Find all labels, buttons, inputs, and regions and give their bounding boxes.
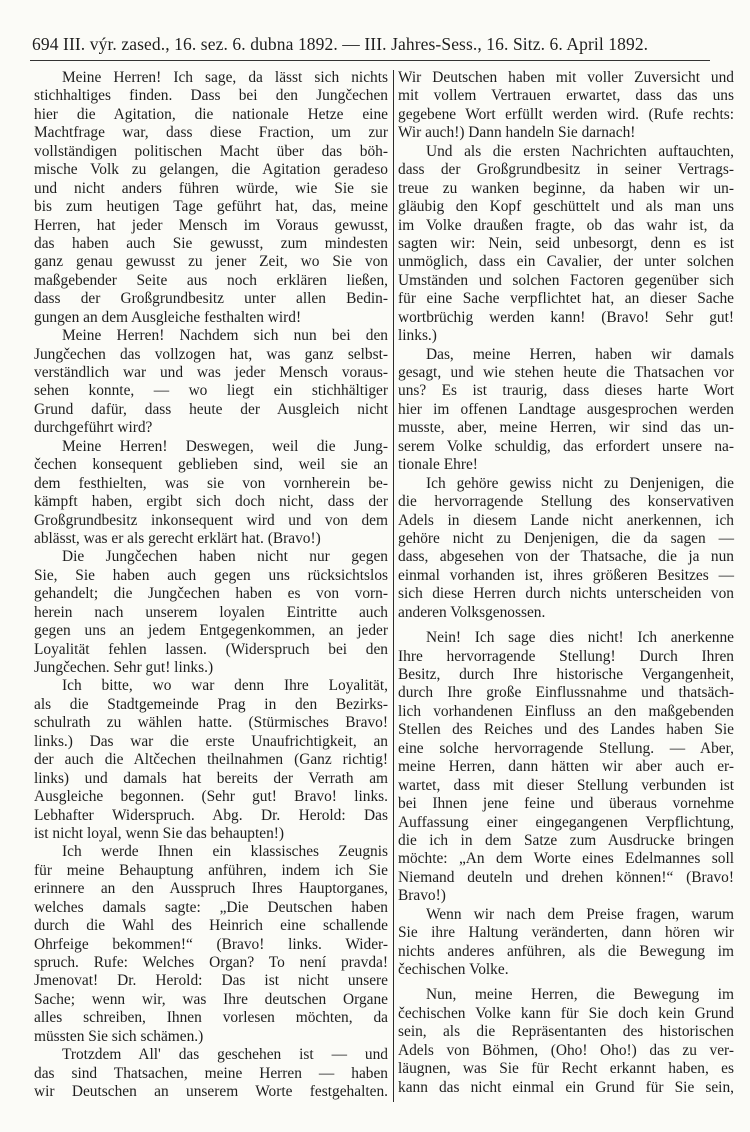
- text-line: kämpft haben, ergibt sich doch nicht, dass der: [34, 493, 388, 511]
- text-line: Meine Herren! Nachdem sich nun bei den: [62, 327, 388, 345]
- text-line: Auffassung einer eingegangenen Verpflichtung,: [398, 813, 734, 831]
- text-line: Sie ihre Haltung veränderten, dann hören wir: [398, 924, 734, 942]
- paragraph: [34, 677, 388, 843]
- text-line: dass der Großgrundbesitz in seiner Vertrags-: [398, 161, 734, 179]
- text-line: verständlich war und was jeder Mensch voraus-: [34, 364, 388, 381]
- text-line: läugnen, was Sie für Recht erkannt haben, es: [398, 1060, 734, 1078]
- text-line: Nun, meine Herren, die Bewegung im: [426, 986, 734, 1004]
- text-line: Großgrundbesitz inkonsequent wird und von dem: [34, 511, 388, 529]
- text-line: gehandelt; die Jungčechen haben es von vorn-: [34, 585, 388, 603]
- text-line: Meine Herren! Deswegen, weil die Jung-: [62, 437, 388, 455]
- text-line: Ich bitte, wo war denn Ihre Loyalität,: [62, 677, 388, 695]
- text-line: Das, meine Herren, haben wir damals: [426, 345, 734, 363]
- text-line: treue zu wanken beginne, da haben wir un-: [398, 179, 734, 197]
- text-line: mische Volk zu gelangen, die Agitation geradeso: [34, 161, 388, 179]
- text-line: Lebhafter Widerspruch. Abg. Dr. Herold: Das: [34, 806, 388, 824]
- text-line: čechischen Volke kann für Sie doch kein Grund: [398, 1004, 734, 1022]
- text-line: Wenn wir nach dem Preise fragen, warum: [426, 905, 734, 923]
- text-line: Umständen und solchen Factoren gegenüber sich: [398, 271, 734, 289]
- text-line: das sind Thatsachen, meine Herren — haben: [34, 1064, 388, 1082]
- text-line: alles schreiben, Ihnen vorlesen möchten, da: [34, 1009, 388, 1027]
- text-line: Machtfrage war, dass diese Fraction, um zur: [34, 124, 388, 142]
- text-line: einmal vorhanden ist, ihres größeren Besitzes —: [398, 566, 734, 584]
- text-line: Ohrfeige bekommen!“ (Bravo! links. Wider-: [34, 935, 388, 953]
- paragraph: [34, 1046, 388, 1101]
- text-line: Wir auch!) Dann handeln Sie darnach!: [398, 124, 636, 142]
- text-line: meine Herren, dann hätten wir aber auch er-: [398, 758, 734, 776]
- text-line: Ich werde Ihnen ein klassisches Zeugnis: [62, 843, 388, 861]
- text-line: lich vorhandenen Einfluss an den maßgebenden: [398, 702, 734, 720]
- text-line: im Volke draußen fragte, ob das wahr ist, da: [398, 216, 734, 234]
- paragraph: [398, 346, 734, 475]
- text-line: ganz genau gewusst zu jener Zeit, wo Sie von: [34, 253, 388, 271]
- text-line: stichhaltiges finden. Dass bei den Jungčechen: [34, 87, 388, 105]
- text-line: uns? Es ist traurig, dass dieses harte Wort: [398, 382, 734, 400]
- header-rule: [30, 60, 710, 61]
- text-line: welches damals sagte: „Die Deutschen haben: [34, 898, 388, 916]
- text-line: Loyalität fehlen lassen. (Widerspruch bei den: [34, 640, 388, 658]
- text-line: mit vollem Vertrauen erwartet, dass das uns: [398, 87, 734, 105]
- text-line: erinnere an den Ausspruch Ihres Hauptorganes,: [34, 880, 388, 898]
- text-line: Ausgleiche begonnen. (Sehr gut! Bravo! links.: [34, 788, 388, 806]
- text-line: Nein! Ich sage dies nicht! Ich anerkenne: [426, 629, 734, 647]
- text-line: maßgebender Seite aus noch erklären ließen,: [34, 271, 388, 289]
- text-line: anderen Volksgenossen.: [398, 603, 546, 621]
- text-line: durchgeführt wird?: [34, 419, 153, 437]
- paragraph: [34, 548, 388, 677]
- text-line: die hervorragende Stellung des konservativen: [398, 493, 734, 511]
- text-line: durch Ihre große Einflussnahme und thatsäch-: [398, 684, 734, 702]
- text-line: durch die Wahl des Heinrich eine schallende: [34, 917, 388, 935]
- text-line: gegebene Wort erfüllt werden wird. (Rufe rechts:: [398, 105, 734, 123]
- text-line: Niemand deuteln und drehen können!“ (Bravo!: [398, 868, 734, 886]
- text-line: dem festhielten, was sie von vornherein be-: [34, 474, 388, 492]
- text-line: Adels in diesem Lande nicht anerkennen, ich: [398, 511, 734, 529]
- paragraph: [34, 843, 388, 1046]
- paragraph: [398, 69, 734, 143]
- text-line: Adels von Böhmen, (Oho! Oho!) das zu ver-: [398, 1041, 734, 1059]
- text-line: ist nicht loyal, wenn Sie das behaupten!): [34, 824, 285, 842]
- paragraph: [398, 629, 734, 906]
- paragraph: [34, 327, 388, 438]
- text-line: unmöglich, dass ein Cavalier, der unter solchen: [398, 253, 734, 271]
- paragraph: [398, 906, 734, 980]
- text-line: vollständigen politischen Macht über das böh-: [34, 142, 388, 160]
- text-line: Jungčechen. Sehr gut! links.): [34, 659, 214, 676]
- text-line: das haben auch Sie gewusst, zum mindesten: [34, 234, 388, 252]
- text-line: Meine Herren! Ich sage, da lässt sich nichts: [62, 69, 388, 86]
- text-line: sehen konnte, — wo liegt ein stichhältiger: [34, 382, 388, 400]
- text-line: gläubig den Kopf geschüttelt und als man uns: [398, 198, 734, 216]
- paragraph: [398, 143, 734, 346]
- text-line: čechischen Volke.: [398, 961, 509, 978]
- text-line: Und als die ersten Nachrichten auftauchten,: [426, 142, 734, 160]
- text-line: und nicht anders führen würde, wie Sie sie: [34, 179, 388, 197]
- text-line: hier die Agitation, die nationale Hetze eine: [34, 105, 388, 123]
- text-line: Besitz, durch Ihre historische Vergangenheit,: [398, 666, 734, 683]
- text-line: Trotzdem All' das geschehen ist — und: [62, 1046, 388, 1064]
- paragraph: [34, 438, 388, 549]
- text-line: Jmenovat! Dr. Herold: Das ist nicht unsere: [34, 972, 388, 990]
- text-line: Ihre hervorragende Stellung! Durch Ihren: [398, 647, 734, 665]
- text-line: čechen konsequent geblieben sind, weil sie an: [34, 456, 388, 474]
- text-line: dass der Großgrundbesitz unter allen Bedin-: [34, 290, 388, 308]
- text-line: gehöre nicht zu Denjenigen, die da sagen —: [398, 529, 734, 547]
- text-line: musste, aber, meine Herren, wir sind das un-: [398, 419, 734, 437]
- text-line: eine solche hervorragende Stellung. — Aber,: [398, 739, 734, 757]
- text-line: sein, als die Repräsentanten des historischen: [398, 1023, 734, 1041]
- text-line: Stellen des Reiches und des Landes haben Sie: [398, 721, 734, 739]
- text-line: tionale Ehre!: [398, 456, 478, 474]
- text-line: Grund dafür, dass heute der Ausgleich nicht: [34, 400, 388, 418]
- text-line: Die Jungčechen haben nicht nur gegen: [62, 548, 388, 566]
- text-line: gegen uns an jedem Entgegenkommen, an jeder: [34, 622, 388, 640]
- text-line: gesagt, und wie stehen heute die Thatsachen vor: [398, 364, 734, 381]
- text-line: möchte: „An dem Worte eines Edelmannes soll: [398, 850, 734, 868]
- text-line: sich diese Herren durch nichts unterscheiden von: [398, 585, 734, 603]
- text-line: dass, abgesehen von der Thatsache, die ja nun: [398, 548, 734, 566]
- page-header: 694 III. výr. zased., 16. sez. 6. dubna 1892. — III. Jahres-Sess., 16. Sitz. 6. April 1892.: [32, 34, 649, 54]
- text-line: serem Volke schuldig, das erfordert unsere na-: [398, 437, 734, 455]
- right-column: [398, 69, 734, 1097]
- text-line: bei Ihnen jene feine und überaus vornehme: [398, 795, 734, 813]
- text-line: links.) Das war die erste Unaufrichtigkeit, an: [34, 732, 388, 750]
- text-line: für eine Sache verpflichtet hat, an dieser Sache: [398, 290, 734, 308]
- text-line: sagten wir: Nein, seid unbesorgt, denn es ist: [398, 234, 734, 252]
- text-line: Ich gehöre gewiss nicht zu Denjenigen, die: [426, 474, 734, 492]
- text-line: Sie, Sie haben auch gegen uns rücksichtslos: [34, 566, 388, 584]
- text-line: hier im offenen Landtage ausgesprochen werden: [398, 400, 734, 418]
- text-line: Herren, hat jeder Mensch im Voraus gewusst,: [34, 216, 388, 234]
- text-line: gungen an dem Ausgleiche festhalten wird!: [34, 308, 302, 326]
- text-line: nichts anderes anführen, als die Bewegung im: [398, 942, 734, 960]
- text-line: als die Stadtgemeinde Prag in den Bezirks-: [34, 695, 388, 713]
- text-line: wir Deutschen an unserem Worte festgehalten.: [34, 1083, 388, 1101]
- text-line: kann das nicht einmal ein Grund für Sie sein,: [398, 1078, 734, 1096]
- text-line: spruch. Rufe: Welches Organ? To není pravda!: [34, 954, 388, 971]
- paragraph: [398, 986, 734, 1097]
- text-line: Jungčechen das vollzogen hat, was ganz selbst-: [34, 345, 388, 363]
- text-line: Sache; wenn wir, was Ihre deutschen Organe: [34, 990, 388, 1008]
- text-line: für meine Behauptung anführen, indem ich Sie: [34, 861, 388, 879]
- text-line: bis zum heutigen Tage geführt hat, das, meine: [34, 198, 388, 216]
- text-line: Bravo!): [398, 887, 446, 905]
- left-column: [34, 69, 388, 1102]
- text-line: links.): [398, 327, 437, 345]
- text-line: ablässt, was er als gerecht erklärt hat. (Bravo!): [34, 529, 321, 547]
- text-line: die ich in dem Satze zum Ausdrucke bringen: [398, 831, 734, 849]
- text-line: links) und damals hat bereits der Verrath am: [34, 769, 388, 787]
- text-line: müssten Sie sich schämen.): [34, 1027, 204, 1045]
- column-divider: [393, 70, 394, 1102]
- text-line: der auch die Altčechen theilnahmen (Ganz richtig!: [34, 751, 388, 769]
- text-line: wartet, dass mit dieser Stellung verbunden ist: [398, 776, 734, 794]
- text-line: herein nach unserem loyalen Eintritte auch: [34, 603, 388, 621]
- paragraph: [398, 475, 734, 623]
- text-line: Wir Deutschen haben mit voller Zuversicht und: [398, 69, 734, 86]
- text-line: wortbrüchig werden kann! (Bravo! Sehr gut!: [398, 308, 734, 326]
- text-line: schulrath zu wählen hatte. (Stürmisches Bravo!: [34, 714, 388, 732]
- paragraph: [34, 69, 388, 327]
